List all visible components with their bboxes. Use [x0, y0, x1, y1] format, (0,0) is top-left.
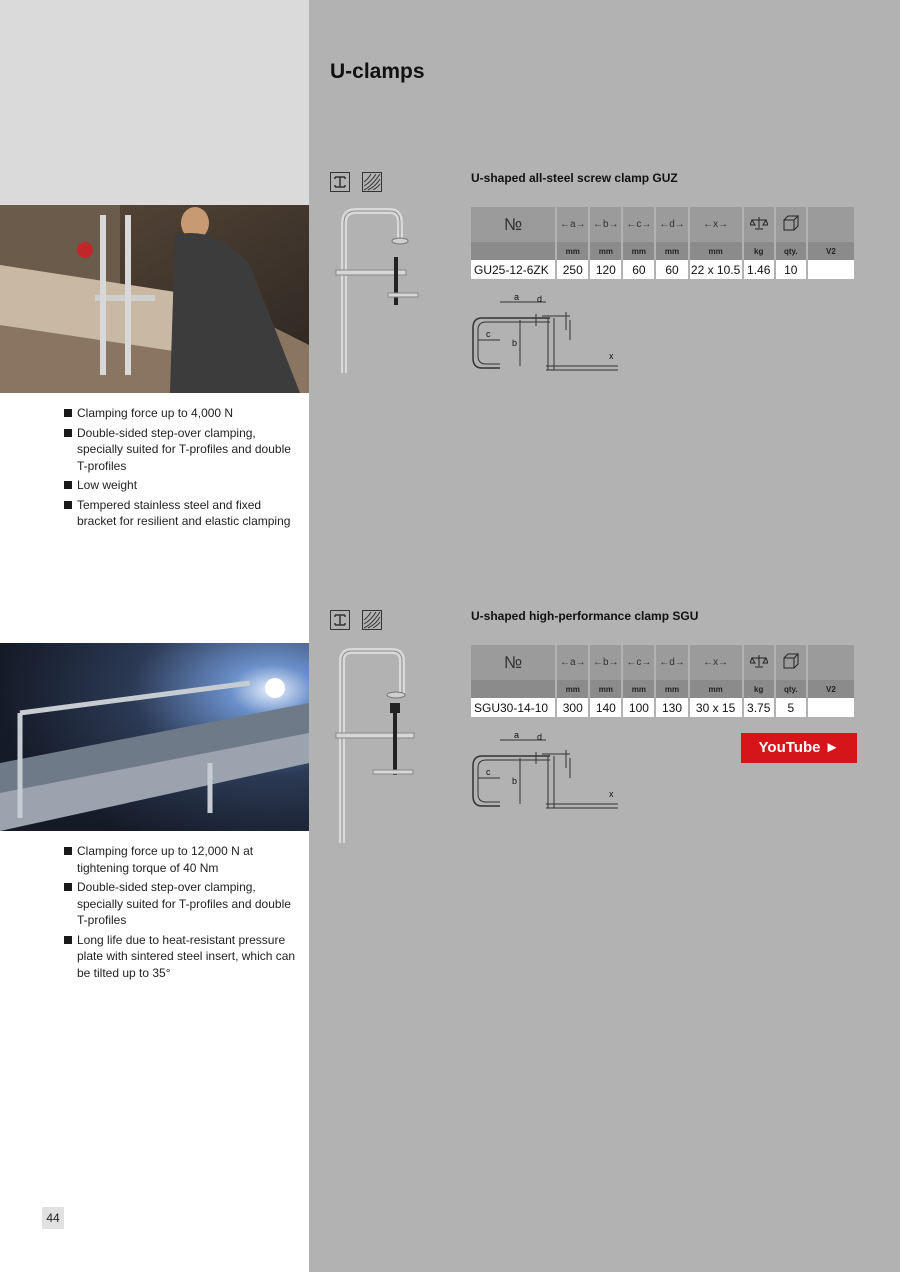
header-dim-x: ←x→ — [690, 207, 742, 242]
table-row — [471, 260, 854, 279]
i-beam-profile-icon — [330, 172, 350, 192]
value-c: 60 — [623, 260, 654, 279]
bullet-square-icon — [64, 847, 72, 855]
value-x: 22 x 10.5 — [690, 260, 742, 279]
bullet-square-icon — [64, 409, 72, 417]
value-kg: 3.75 — [744, 698, 774, 717]
header-dim-c: ←c→ — [623, 645, 654, 680]
dim-label-x: x — [609, 351, 614, 361]
bullet-square-icon — [64, 883, 72, 891]
header-dim-d: ←d→ — [656, 645, 687, 680]
dim-label-b: b — [512, 776, 518, 786]
feature-item: Low weight — [62, 477, 298, 494]
bullet-square-icon — [64, 501, 72, 509]
product-photo-workshop — [0, 205, 309, 393]
i-beam-profile-icon — [330, 610, 350, 630]
unit-cell: mm — [656, 242, 687, 260]
page-title: U-clamps — [330, 60, 425, 83]
clamp-image-guz — [330, 205, 420, 380]
product-title-sgu: U-shaped high-performance clamp SGU — [471, 609, 699, 623]
header-dim-x: ←x→ — [690, 645, 742, 680]
scale-weight-icon — [744, 207, 774, 242]
youtube-button[interactable]: YouTube ► — [741, 733, 857, 763]
features-list-guz — [62, 405, 298, 533]
value-b: 120 — [590, 260, 621, 279]
header-dim-c: ←c→ — [623, 207, 654, 242]
spec-table-sgu — [469, 645, 856, 717]
header-dim-a: ←a→ — [557, 645, 588, 680]
dim-label-a: a — [514, 292, 520, 302]
bullet-square-icon — [64, 936, 72, 944]
dim-label-d: d — [537, 732, 543, 742]
value-b: 140 — [590, 698, 621, 717]
page-number: 44 — [42, 1207, 64, 1229]
value-kg: 1.46 — [744, 260, 774, 279]
scale-weight-icon — [744, 645, 774, 680]
product-photo-welding — [0, 643, 309, 831]
profile-icons — [330, 172, 382, 192]
header-dim-d: ←d→ — [656, 207, 687, 242]
unit-cell: mm — [557, 242, 588, 260]
unit-cell: qty. — [776, 242, 806, 260]
box-quantity-icon — [776, 645, 806, 680]
header-dim-b: ←b→ — [590, 207, 621, 242]
header-dim-b: ←b→ — [590, 645, 621, 680]
value-a: 300 — [557, 698, 588, 717]
feature-item: Long life due to heat-resistant pressure plate with sintered steel insert, which can be tilted up to 35° — [62, 932, 298, 982]
product-title-guz: U-shaped all-steel screw clamp GUZ — [471, 171, 678, 185]
feature-item: Double-sided step-over clamping, specially suited for T-profiles and double T-profiles — [62, 425, 298, 475]
unit-cell: mm — [656, 680, 687, 698]
article-code: GU25-12-6ZK — [471, 260, 555, 279]
unit-cell: kg — [744, 680, 774, 698]
unit-cell: kg — [744, 242, 774, 260]
header-empty — [808, 645, 854, 680]
dim-label-x: x — [609, 789, 614, 799]
unit-cell: mm — [690, 680, 742, 698]
profile-icons — [330, 610, 382, 630]
unit-blank — [471, 680, 555, 698]
article-code: SGU30-14-10 — [471, 698, 555, 717]
value-qty: 5 — [776, 698, 806, 717]
dim-label-b: b — [512, 338, 518, 348]
dimension-drawing-sgu — [470, 728, 620, 815]
header-number: № — [471, 645, 555, 680]
value-d: 130 — [656, 698, 687, 717]
value-a: 250 — [557, 260, 588, 279]
spec-table-guz — [469, 207, 856, 279]
dim-label-c: c — [486, 767, 491, 777]
value-v2 — [808, 698, 854, 717]
dim-label-a: a — [514, 730, 520, 740]
feature-item: Double-sided step-over clamping, specially suited for T-profiles and double T-profiles — [62, 879, 298, 929]
bullet-square-icon — [64, 481, 72, 489]
box-quantity-icon — [776, 207, 806, 242]
wood-grain-icon — [362, 610, 382, 630]
dim-label-c: c — [486, 329, 491, 339]
feature-item: Clamping force up to 4,000 N — [62, 405, 298, 422]
dim-label-d: d — [537, 294, 543, 304]
features-list-sgu — [62, 843, 298, 984]
clamp-image-sgu — [330, 645, 420, 850]
unit-cell: mm — [623, 680, 654, 698]
value-v2 — [808, 260, 854, 279]
value-c: 100 — [623, 698, 654, 717]
unit-cell: qty. — [776, 680, 806, 698]
table-row — [471, 698, 854, 717]
unit-cell: V2 — [808, 242, 854, 260]
value-d: 60 — [656, 260, 687, 279]
value-x: 30 x 15 — [690, 698, 742, 717]
wood-grain-icon — [362, 172, 382, 192]
left-top-panel — [0, 0, 309, 205]
unit-cell: mm — [590, 680, 621, 698]
unit-blank — [471, 242, 555, 260]
feature-item: Tempered stainless steel and fixed bracket for resilient and elastic clamping — [62, 497, 298, 530]
bullet-square-icon — [64, 429, 72, 437]
dimension-drawing-guz — [470, 290, 620, 377]
header-dim-a: ←a→ — [557, 207, 588, 242]
unit-cell: mm — [623, 242, 654, 260]
header-empty — [808, 207, 854, 242]
unit-cell: mm — [690, 242, 742, 260]
unit-cell: mm — [557, 680, 588, 698]
header-number: № — [471, 207, 555, 242]
feature-item: Clamping force up to 12,000 N at tightening torque of 40 Nm — [62, 843, 298, 876]
unit-cell: V2 — [808, 680, 854, 698]
value-qty: 10 — [776, 260, 806, 279]
unit-cell: mm — [590, 242, 621, 260]
